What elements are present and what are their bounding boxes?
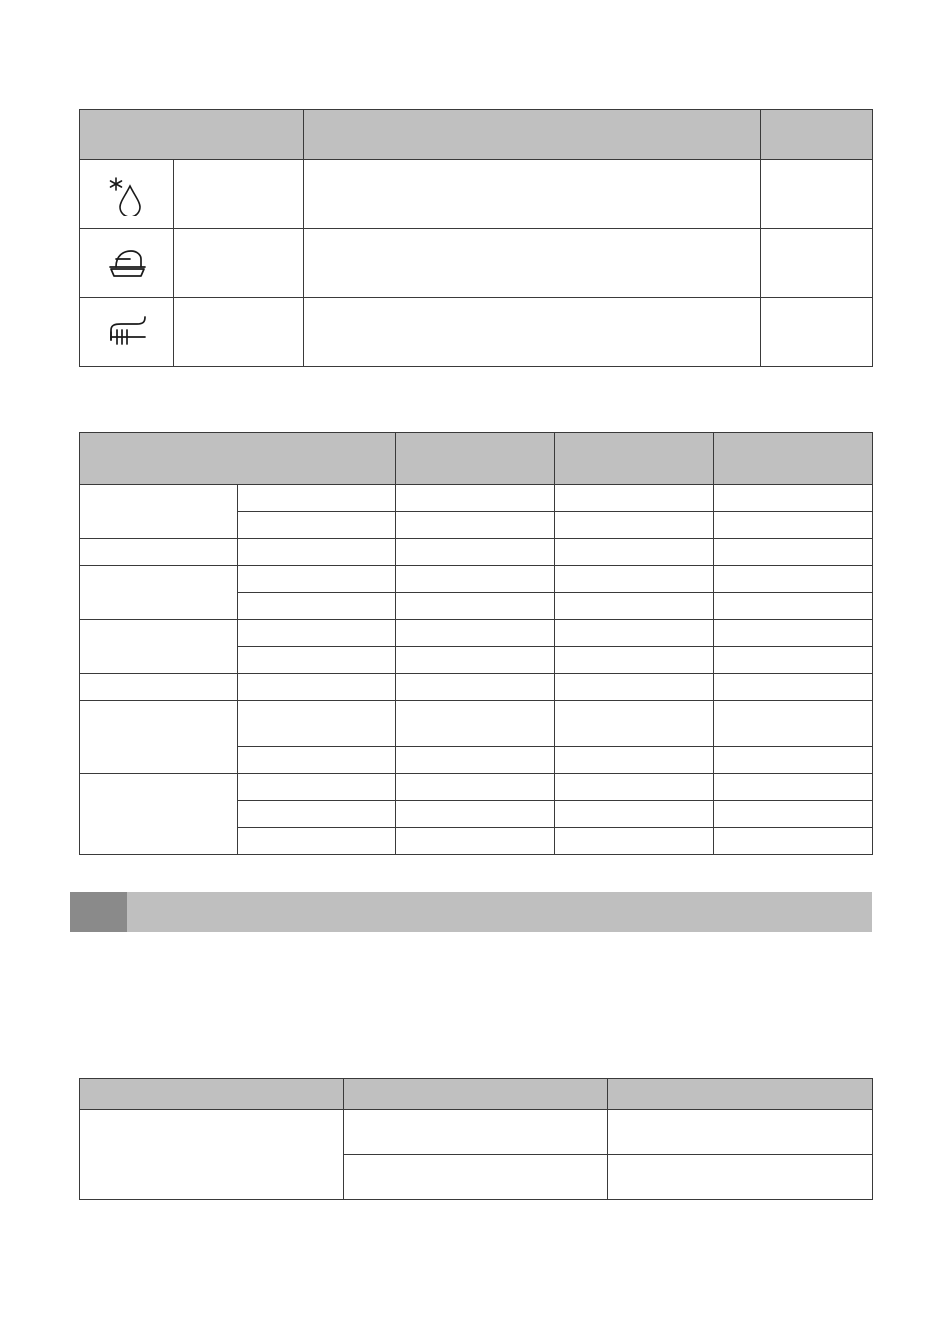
spec-cell: [396, 828, 555, 855]
function-row-1-description: [304, 160, 761, 229]
spec-group-label: [80, 774, 238, 855]
spec-cell: [396, 539, 555, 566]
spec-table-header-item: [80, 433, 396, 485]
spec-group-label: [80, 539, 238, 566]
spec-table-header-col-3: [714, 433, 873, 485]
spec-sub-label: [238, 701, 396, 747]
function-row-3-icon-cell: [80, 298, 174, 367]
spec-cell: [714, 485, 873, 512]
spec-cell: [714, 701, 873, 747]
spec-cell: [396, 774, 555, 801]
spec-cell: [555, 647, 714, 674]
function-row-1-icon-cell: [80, 160, 174, 229]
spec-cell: [714, 774, 873, 801]
function-row-3-name: [174, 298, 304, 367]
spec-row: [80, 620, 873, 647]
spec-sub-label: [238, 801, 396, 828]
section-number-tab: [70, 892, 127, 932]
spec-cell: [714, 539, 873, 566]
function-row-2: [80, 229, 873, 298]
spec-cell: [555, 539, 714, 566]
spec-cell: [555, 593, 714, 620]
spec-cell: [396, 674, 555, 701]
spec-cell: [714, 620, 873, 647]
spec-cell: [555, 774, 714, 801]
section-heading-bar: [70, 892, 872, 932]
bottom-table-header-col-1: [80, 1079, 344, 1110]
spec-cell: [714, 647, 873, 674]
spec-group-label: [80, 701, 238, 774]
function-row-3-description: [304, 298, 761, 367]
bottom-table-row: [80, 1110, 873, 1155]
spec-cell: [396, 512, 555, 539]
spec-table-header-col-1: [396, 433, 555, 485]
spec-cell: [555, 620, 714, 647]
spec-cell: [396, 620, 555, 647]
spec-cell: [396, 747, 555, 774]
spec-sub-label: [238, 647, 396, 674]
bottom-table-cell: [344, 1155, 608, 1200]
spec-cell: [396, 647, 555, 674]
bottom-table-cell: [344, 1110, 608, 1155]
spec-sub-label: [238, 566, 396, 593]
spec-cell: [555, 485, 714, 512]
spec-cell: [714, 801, 873, 828]
function-table-header-name: [80, 110, 304, 160]
spec-row: [80, 566, 873, 593]
spec-sub-label: [238, 485, 396, 512]
spec-row: [80, 539, 873, 566]
iron-icon: [103, 245, 151, 281]
spec-row: [80, 485, 873, 512]
spec-cell: [714, 566, 873, 593]
spec-cell: [396, 801, 555, 828]
spec-group-label: [80, 566, 238, 620]
spec-sub-label: [238, 747, 396, 774]
spec-group-label: [80, 674, 238, 701]
function-row-2-icon-cell: [80, 229, 174, 298]
spec-sub-label: [238, 539, 396, 566]
bottom-table-header-col-3: [608, 1079, 873, 1110]
function-row-3-value: [761, 298, 873, 367]
function-row-1-name: [174, 160, 304, 229]
spec-sub-label: [238, 512, 396, 539]
spec-table: [79, 432, 873, 855]
spec-cell: [396, 485, 555, 512]
function-row-3: [80, 298, 873, 367]
function-table-header-value: [761, 110, 873, 160]
function-table-header-description: [304, 110, 761, 160]
spec-cell: [555, 512, 714, 539]
spec-row: [80, 701, 873, 747]
spec-cell: [714, 512, 873, 539]
spec-cell: [714, 674, 873, 701]
bottom-table-cell: [608, 1155, 873, 1200]
spec-sub-label: [238, 828, 396, 855]
bottom-table-group-label: [80, 1110, 344, 1200]
function-row-2-value: [761, 229, 873, 298]
spec-sub-label: [238, 674, 396, 701]
function-row-1-value: [761, 160, 873, 229]
spec-cell: [714, 593, 873, 620]
bottom-table: [79, 1078, 873, 1200]
spec-table-header-col-2: [555, 433, 714, 485]
spec-cell: [396, 701, 555, 747]
spec-cell: [555, 674, 714, 701]
spec-row: [80, 774, 873, 801]
spec-cell: [555, 747, 714, 774]
spec-group-label: [80, 485, 238, 539]
spec-cell: [396, 566, 555, 593]
spec-cell: [714, 747, 873, 774]
function-row-2-description: [304, 229, 761, 298]
spec-cell: [396, 593, 555, 620]
spec-cell: [555, 801, 714, 828]
spec-cell: [555, 701, 714, 747]
cold-water-drop-icon: [107, 172, 147, 216]
spec-row: [80, 674, 873, 701]
spec-group-label: [80, 620, 238, 674]
function-row-2-name: [174, 229, 304, 298]
dryer-heat-icon: [103, 314, 151, 350]
spec-sub-label: [238, 593, 396, 620]
spec-cell: [555, 566, 714, 593]
spec-cell: [555, 828, 714, 855]
bottom-table-cell: [608, 1110, 873, 1155]
spec-sub-label: [238, 620, 396, 647]
function-row-1: [80, 160, 873, 229]
function-table: [79, 109, 873, 367]
bottom-table-header-col-2: [344, 1079, 608, 1110]
spec-cell: [714, 828, 873, 855]
spec-sub-label: [238, 774, 396, 801]
